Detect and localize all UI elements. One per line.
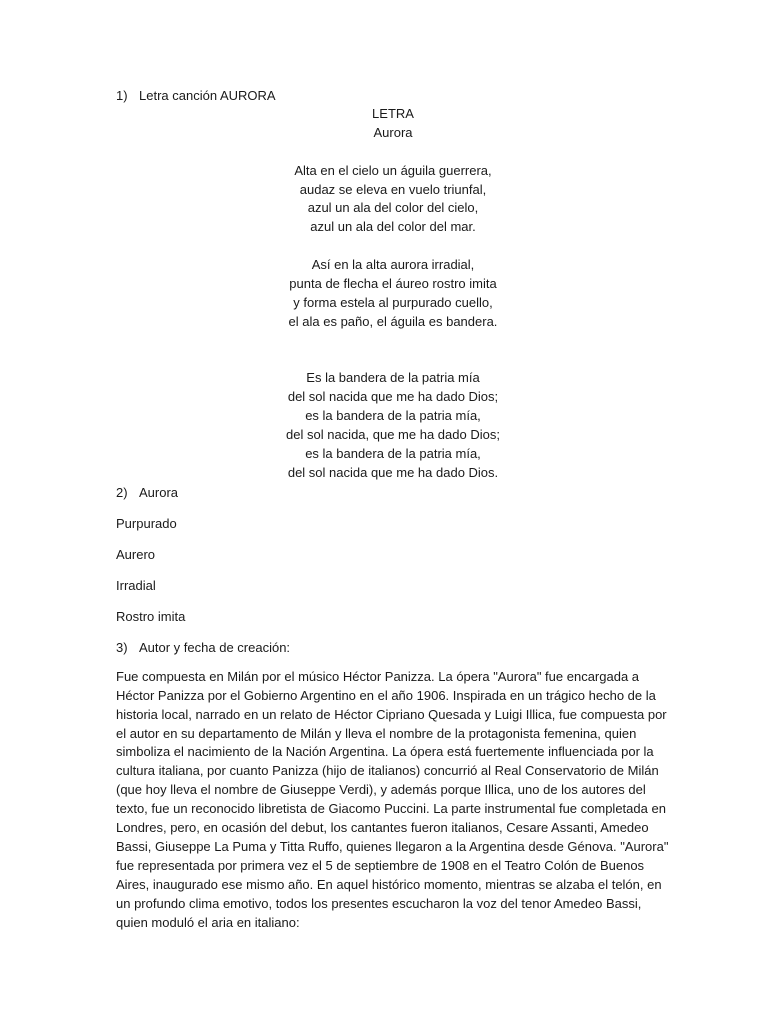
section-2-number: 2)	[116, 484, 128, 500]
lyric-line: punta de flecha el áureo rostro imita	[289, 276, 497, 292]
lyrics-block	[110, 105, 676, 483]
section-3-title: Autor y fecha de creación:	[139, 639, 291, 655]
paragraph-line: fue representada por primera vez el 5 de septiembre de 1908 en el Teatro Colón de Buenos	[116, 857, 645, 873]
paragraph-line: Bassi, Giuseppe La Puma y Titta Ruffo, quienes llegaron a la Argentina desde Génova. "Aurora"	[116, 838, 669, 854]
section-1-number: 1)	[116, 88, 128, 103]
section-3-heading	[116, 638, 676, 657]
paragraph-line: simboliza el nacimiento de la Nación Argentina. La ópera está fuertemente influenciada por la	[116, 744, 654, 760]
lyric-line: del sol nacida que me ha dado Dios;	[287, 389, 499, 405]
paragraph-line: texto, fue un reconocido libretista de Giacomo Puccini. La parte instrumental fue completada en	[116, 801, 666, 817]
paragraph-line: el autor en su departamento de Milán y lleva el nombre de la protagonista femenina, quien	[116, 725, 637, 741]
paragraph-line: Héctor Panizza por el Gobierno Argentino en el año 1906. Inspirada en un trágico hecho de la	[116, 687, 656, 703]
lyric-line: del sol nacida que me ha dado Dios.	[287, 464, 499, 480]
vocabulary-word: Irradial	[116, 577, 156, 593]
lyric-line: Alta en el cielo un águila guerrera,	[294, 162, 492, 178]
lyric-line: el ala es paño, el águila es bandera.	[288, 313, 498, 329]
lyric-line: del sol nacida, que me ha dado Dios;	[286, 427, 500, 443]
section-2-title: Aurora	[139, 484, 179, 500]
paragraph-line: Aires, inaugurado ese mismo año. En aquel histórico momento, mientras se alzaba el telón, en	[116, 876, 662, 892]
lyrics-heading: LETRA	[372, 106, 414, 121]
lyric-line: es la bandera de la patria mía,	[305, 446, 481, 462]
lyric-line: audaz se eleva en vuelo triunfal,	[299, 181, 487, 197]
section-1-heading	[116, 86, 676, 105]
section-2-heading	[116, 483, 676, 502]
document-page	[116, 86, 676, 933]
paragraph-line: un profundo clima emotivo, todos los presentes escucharon la voz del tenor Amedeo Bassi,	[116, 895, 642, 911]
vocabulary-word: Rostro imita	[116, 608, 186, 624]
paragraph-line: Fue compuesta en Milán por el músico Héctor Panizza. La ópera "Aurora" fue encargada a	[116, 668, 640, 684]
paragraph-line: quien moduló el aria en italiano:	[116, 914, 300, 930]
vocabulary-word: Purpurado	[116, 515, 177, 531]
lyric-line: Es la bandera de la patria mía	[306, 370, 480, 386]
paragraph-line: cultura italiana, por cuanto Panizza (hijo de italianos) concurrió al Real Conservatorio de Milán	[116, 763, 659, 779]
lyric-line: es la bandera de la patria mía,	[305, 408, 481, 424]
paragraph-line: historia local, narrado en un relato de Héctor Cipriano Quesada y Luigi Illica, fue compuesta por	[116, 706, 667, 722]
paragraph-line: (que hoy lleva el nombre de Giuseppe Verdi), y además porque Illica, uno de los autores del	[116, 782, 646, 798]
section-3-number: 3)	[116, 639, 128, 655]
vocabulary-word: Aurero	[116, 546, 156, 562]
paragraph-line: Londres, pero, en ocasión del debut, los cantantes fueron italianos, Cesare Assanti, Amedeo	[116, 820, 649, 836]
lyric-line: Así en la alta aurora irradial,	[311, 257, 475, 273]
lyric-line: y forma estela al purpurado cuello,	[293, 294, 493, 310]
lyrics-subtitle: Aurora	[373, 124, 413, 140]
lyric-line: azul un ala del color del cielo,	[307, 200, 479, 216]
lyric-line: azul un ala del color del mar.	[310, 219, 476, 235]
section-1-title: Letra canción AURORA	[139, 88, 276, 103]
section-3-paragraph	[116, 668, 676, 933]
